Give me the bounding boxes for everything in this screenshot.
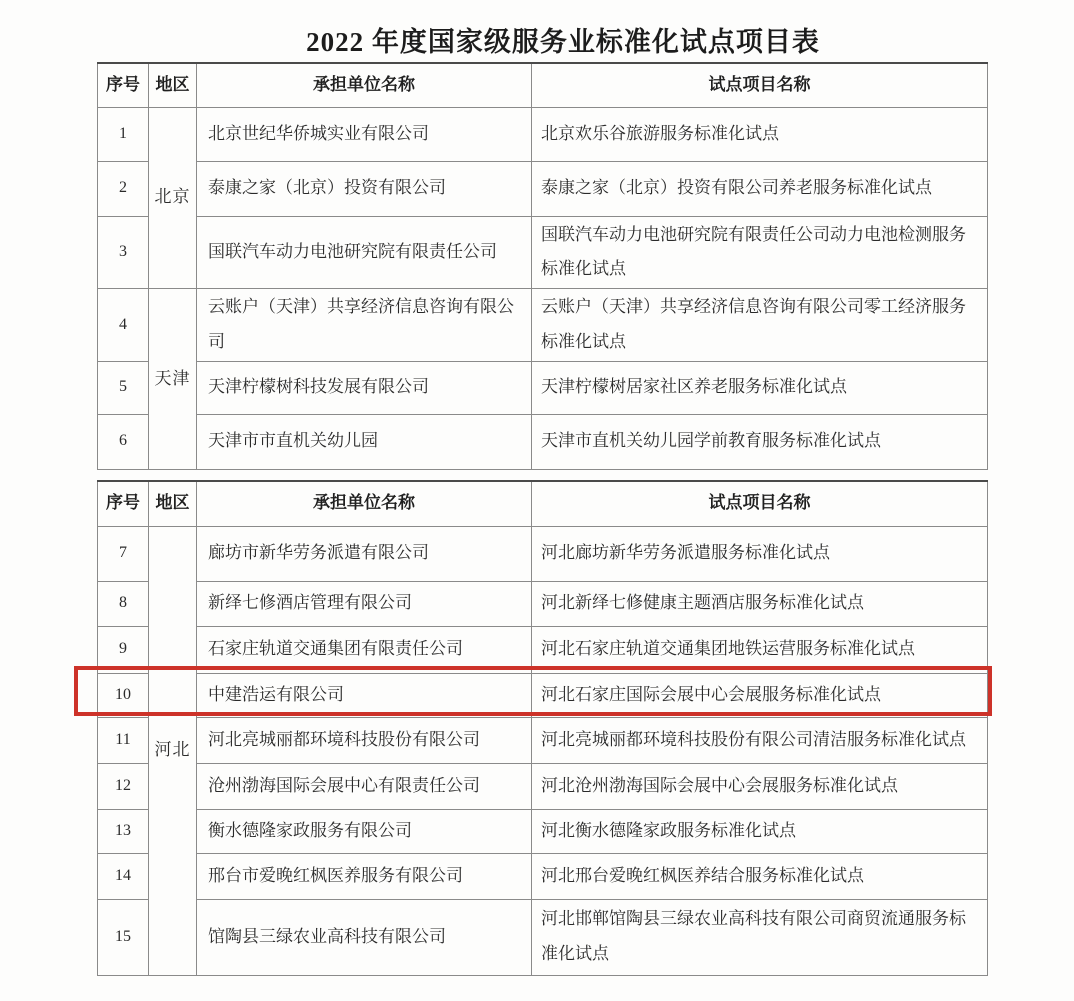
pilot-table-hebei	[97, 480, 988, 976]
cell-company: 天津柠檬树科技发展有限公司	[197, 361, 532, 414]
pilot-table-beijing-tianjin	[97, 62, 988, 470]
table-header-row	[98, 481, 988, 526]
cell-no: 4	[98, 289, 149, 362]
cell-company: 沧州渤海国际会展中心有限责任公司	[197, 763, 532, 809]
cell-project: 河北亮城丽都环境科技股份有限公司清洁服务标准化试点	[532, 717, 988, 763]
header-project: 试点项目名称	[532, 63, 988, 107]
table-row	[98, 899, 988, 975]
cell-project: 河北石家庄国际会展中心会展服务标准化试点	[532, 673, 988, 717]
cell-project: 北京欢乐谷旅游服务标准化试点	[532, 107, 988, 161]
cell-project: 国联汽车动力电池研究院有限责任公司动力电池检测服务标准化试点	[532, 216, 988, 289]
cell-project: 河北廊坊新华劳务派遣服务标准化试点	[532, 526, 988, 581]
cell-company: 天津市市直机关幼儿园	[197, 414, 532, 469]
cell-company: 衡水德隆家政服务有限公司	[197, 809, 532, 853]
cell-project: 河北新绎七修健康主题酒店服务标准化试点	[532, 581, 988, 626]
document-title: 2022 年度国家级服务业标准化试点项目表	[306, 27, 820, 57]
cell-project: 河北石家庄轨道交通集团地铁运营服务标准化试点	[532, 626, 988, 673]
cell-region-hebei: 河北	[149, 526, 197, 975]
table-row	[98, 526, 988, 581]
cell-region-beijing: 北京	[149, 107, 197, 289]
header-company: 承担单位名称	[197, 63, 532, 107]
header-region: 地区	[149, 63, 197, 107]
cell-company: 泰康之家（北京）投资有限公司	[197, 161, 532, 216]
table-row	[98, 414, 988, 469]
table-row	[98, 161, 988, 216]
cell-no: 12	[98, 763, 149, 809]
cell-project: 泰康之家（北京）投资有限公司养老服务标准化试点	[532, 161, 988, 216]
cell-company: 石家庄轨道交通集团有限责任公司	[197, 626, 532, 673]
cell-project: 天津柠檬树居家社区养老服务标准化试点	[532, 361, 988, 414]
table-row	[98, 289, 988, 362]
table-row	[98, 809, 988, 853]
cell-no: 11	[98, 717, 149, 763]
cell-no: 1	[98, 107, 149, 161]
cell-no: 5	[98, 361, 149, 414]
cell-company: 馆陶县三绿农业高科技有限公司	[197, 899, 532, 975]
cell-company: 国联汽车动力电池研究院有限责任公司	[197, 216, 532, 289]
table-row	[98, 853, 988, 899]
cell-project: 河北沧州渤海国际会展中心会展服务标准化试点	[532, 763, 988, 809]
header-company: 承担单位名称	[197, 481, 532, 526]
table-row	[98, 216, 988, 289]
table-row	[98, 626, 988, 673]
cell-company: 云账户（天津）共享经济信息咨询有限公司	[197, 289, 532, 362]
header-region: 地区	[149, 481, 197, 526]
cell-project: 河北邢台爱晚红枫医养结合服务标准化试点	[532, 853, 988, 899]
table-row	[98, 581, 988, 626]
cell-no: 2	[98, 161, 149, 216]
cell-company: 河北亮城丽都环境科技股份有限公司	[197, 717, 532, 763]
cell-no: 9	[98, 626, 149, 673]
cell-no: 14	[98, 853, 149, 899]
cell-no: 13	[98, 809, 149, 853]
cell-no: 15	[98, 899, 149, 975]
cell-project: 云账户（天津）共享经济信息咨询有限公司零工经济服务标准化试点	[532, 289, 988, 362]
table-row	[98, 107, 988, 161]
header-no: 序号	[98, 481, 149, 526]
cell-no: 6	[98, 414, 149, 469]
cell-company: 中建浩运有限公司	[197, 673, 532, 717]
cell-company: 北京世纪华侨城实业有限公司	[197, 107, 532, 161]
cell-project: 河北邯郸馆陶县三绿农业高科技有限公司商贸流通服务标准化试点	[532, 899, 988, 975]
cell-no: 10	[98, 673, 149, 717]
table-row-highlighted	[98, 673, 988, 717]
cell-no: 7	[98, 526, 149, 581]
header-project: 试点项目名称	[532, 481, 988, 526]
cell-company: 邢台市爱晚红枫医养服务有限公司	[197, 853, 532, 899]
cell-project: 河北衡水德隆家政服务标准化试点	[532, 809, 988, 853]
table-row	[98, 763, 988, 809]
cell-no: 3	[98, 216, 149, 289]
cell-project: 天津市直机关幼儿园学前教育服务标准化试点	[532, 414, 988, 469]
cell-company: 新绎七修酒店管理有限公司	[197, 581, 532, 626]
table-header-row	[98, 63, 988, 107]
table-row	[98, 717, 988, 763]
cell-no: 8	[98, 581, 149, 626]
cell-region-tianjin: 天津	[149, 289, 197, 470]
table-row	[98, 361, 988, 414]
cell-company: 廊坊市新华劳务派遣有限公司	[197, 526, 532, 581]
header-no: 序号	[98, 63, 149, 107]
